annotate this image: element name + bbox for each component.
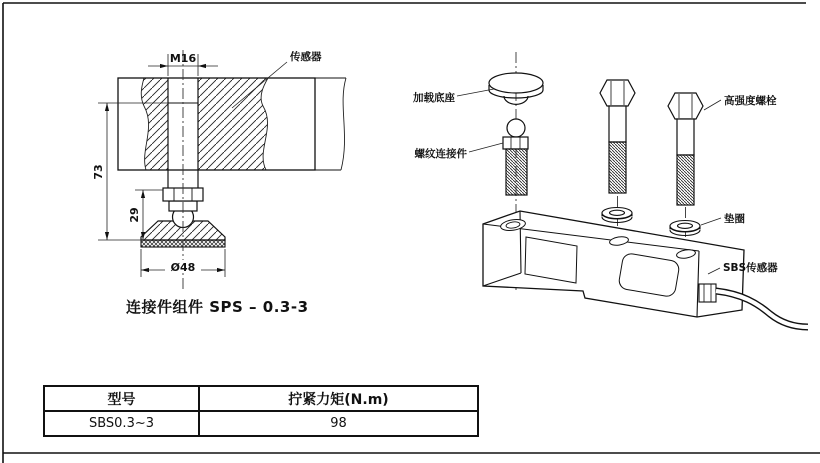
high-strength-bolt-leader: [704, 100, 721, 110]
washer-middle: [602, 208, 632, 223]
table-header-row: [44, 386, 478, 411]
washer-leader: [701, 218, 721, 225]
threaded-connector-label: 螺纹连接件: [414, 148, 467, 160]
section-view-connector: [92, 50, 346, 292]
loading-base-label: 加载底座: [413, 92, 455, 104]
dim-label-73: 73: [92, 164, 105, 180]
bolt-right: [668, 93, 703, 205]
dim-label-d48: Ø48: [170, 261, 196, 274]
dim-label-29: 29: [128, 207, 141, 223]
cell-torque: 98: [199, 411, 478, 436]
washer-right: [670, 221, 700, 236]
sbs-sensor-label: SBS传感器: [723, 262, 778, 274]
cell-model: SBS0.3~3: [44, 411, 199, 436]
torque-spec-table: [43, 385, 479, 437]
threaded-connector: [503, 119, 528, 195]
sensor-block: [118, 78, 346, 170]
header-model: 型号: [44, 386, 199, 411]
header-torque: 拧紧力矩(N.m): [199, 386, 478, 411]
dim-label-m16: M16: [169, 52, 197, 65]
table-row: [44, 411, 478, 436]
sensor-label: 传感器: [290, 51, 322, 63]
cable-gland: [699, 284, 716, 302]
high-strength-bolt-label: 高强度螺栓: [724, 95, 777, 107]
threaded-connector-leader: [469, 143, 503, 152]
assembly-caption: 连接件组件 SPS – 0.3-3: [126, 298, 309, 316]
washer-label: 垫圈: [724, 213, 745, 225]
loading-base-leader: [457, 89, 494, 96]
bolt-middle: [600, 80, 635, 193]
exploded-view: [412, 52, 808, 327]
